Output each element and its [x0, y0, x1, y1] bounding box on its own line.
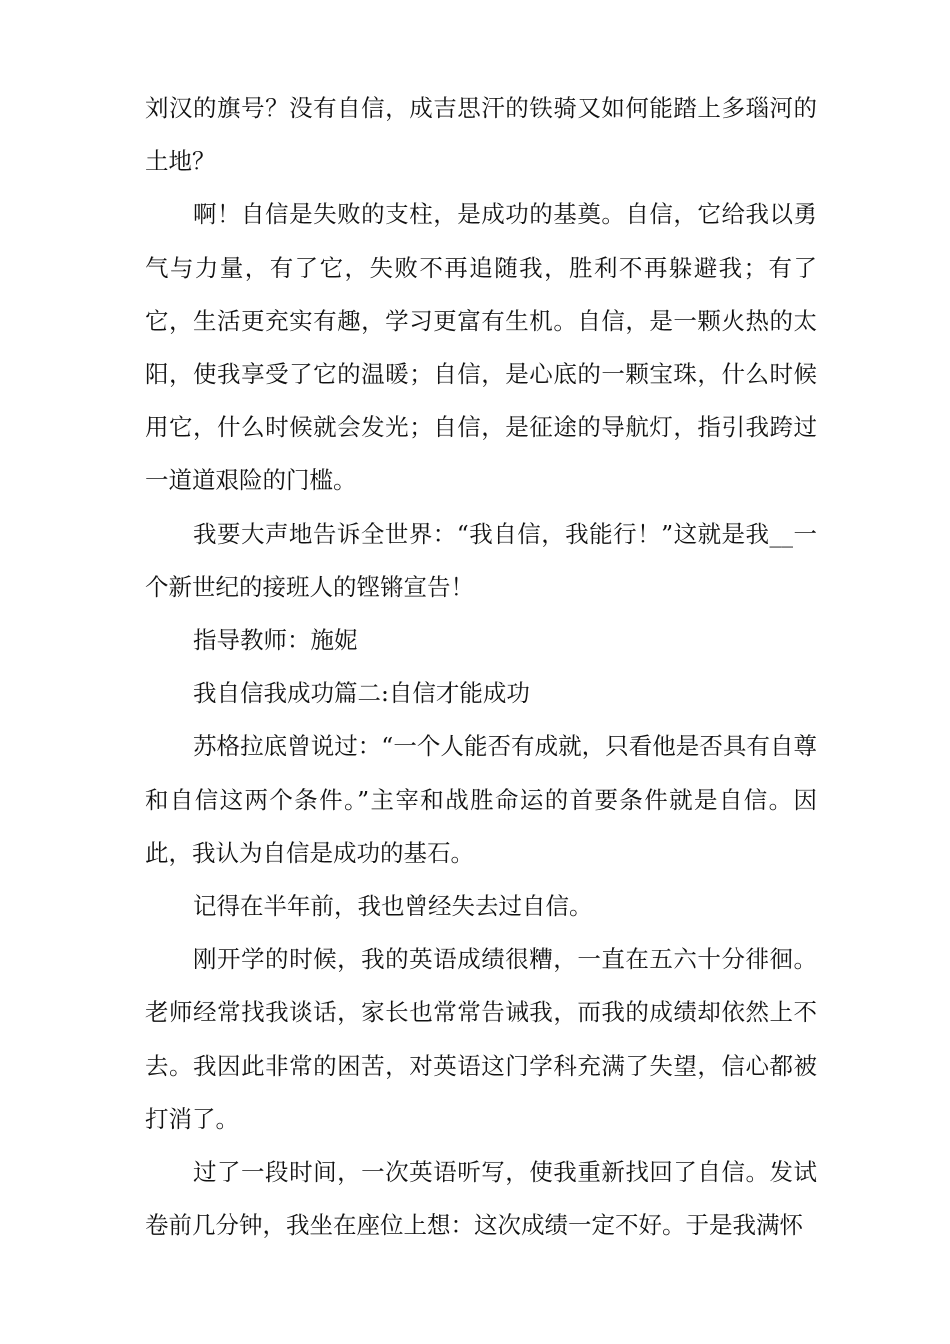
paragraph-9: 过了一段时间，一次英语听写，使我重新找回了自信。发试卷前几分钟，我坐在座位上想：这次成绩一定不好。于是我满怀 — [145, 1158, 817, 1240]
paragraph-3: 我要大声地告诉全世界：“我自信，我能行！”这就是我__一个新世纪的接班人的铿锵宣告！ — [145, 519, 817, 601]
paragraph-1: 刘汉的旗号？没有自信，成吉思汗的铁骑又如何能踏上多瑙河的土地？ — [145, 94, 817, 176]
section-title: 我自信我成功篇二:自信才能成功 — [193, 679, 530, 708]
document-page — [145, 82, 817, 1252]
paragraph-2: 啊！自信是失败的支柱，是成功的基奠。自信，它给我以勇气与力量，有了它，失败不再追随我，胜利不再躲避我；有了它，生活更充实有趣，学习更富有生机。自信，是一颗火热的太阳，使我享受了它的温暖；自信，是心底的一颗宝珠，什么时候用它，什么时候就会发光；自信，是征途的导航灯，指引我跨过一道道艰险的门槛。 — [145, 200, 817, 495]
paragraph-7: 记得在半年前，我也曾经失去过自信。 — [193, 892, 593, 921]
teacher-credit: 指导教师：施妮 — [193, 626, 358, 655]
paragraph-8: 刚开学的时候，我的英语成绩很糟，一直在五六十分徘徊。老师经常找我谈话，家长也常常告诫我，而我的成绩却依然上不去。我因此非常的困苦，对英语这门学科充满了失望，信心都被打消了。 — [145, 945, 817, 1133]
paragraph-6: 苏格拉底曾说过：“一个人能否有成就，只看他是否具有自尊和自信这两个条件。”主宰和战胜命运的首要条件就是自信。因此，我认为自信是成功的基石。 — [145, 732, 817, 867]
